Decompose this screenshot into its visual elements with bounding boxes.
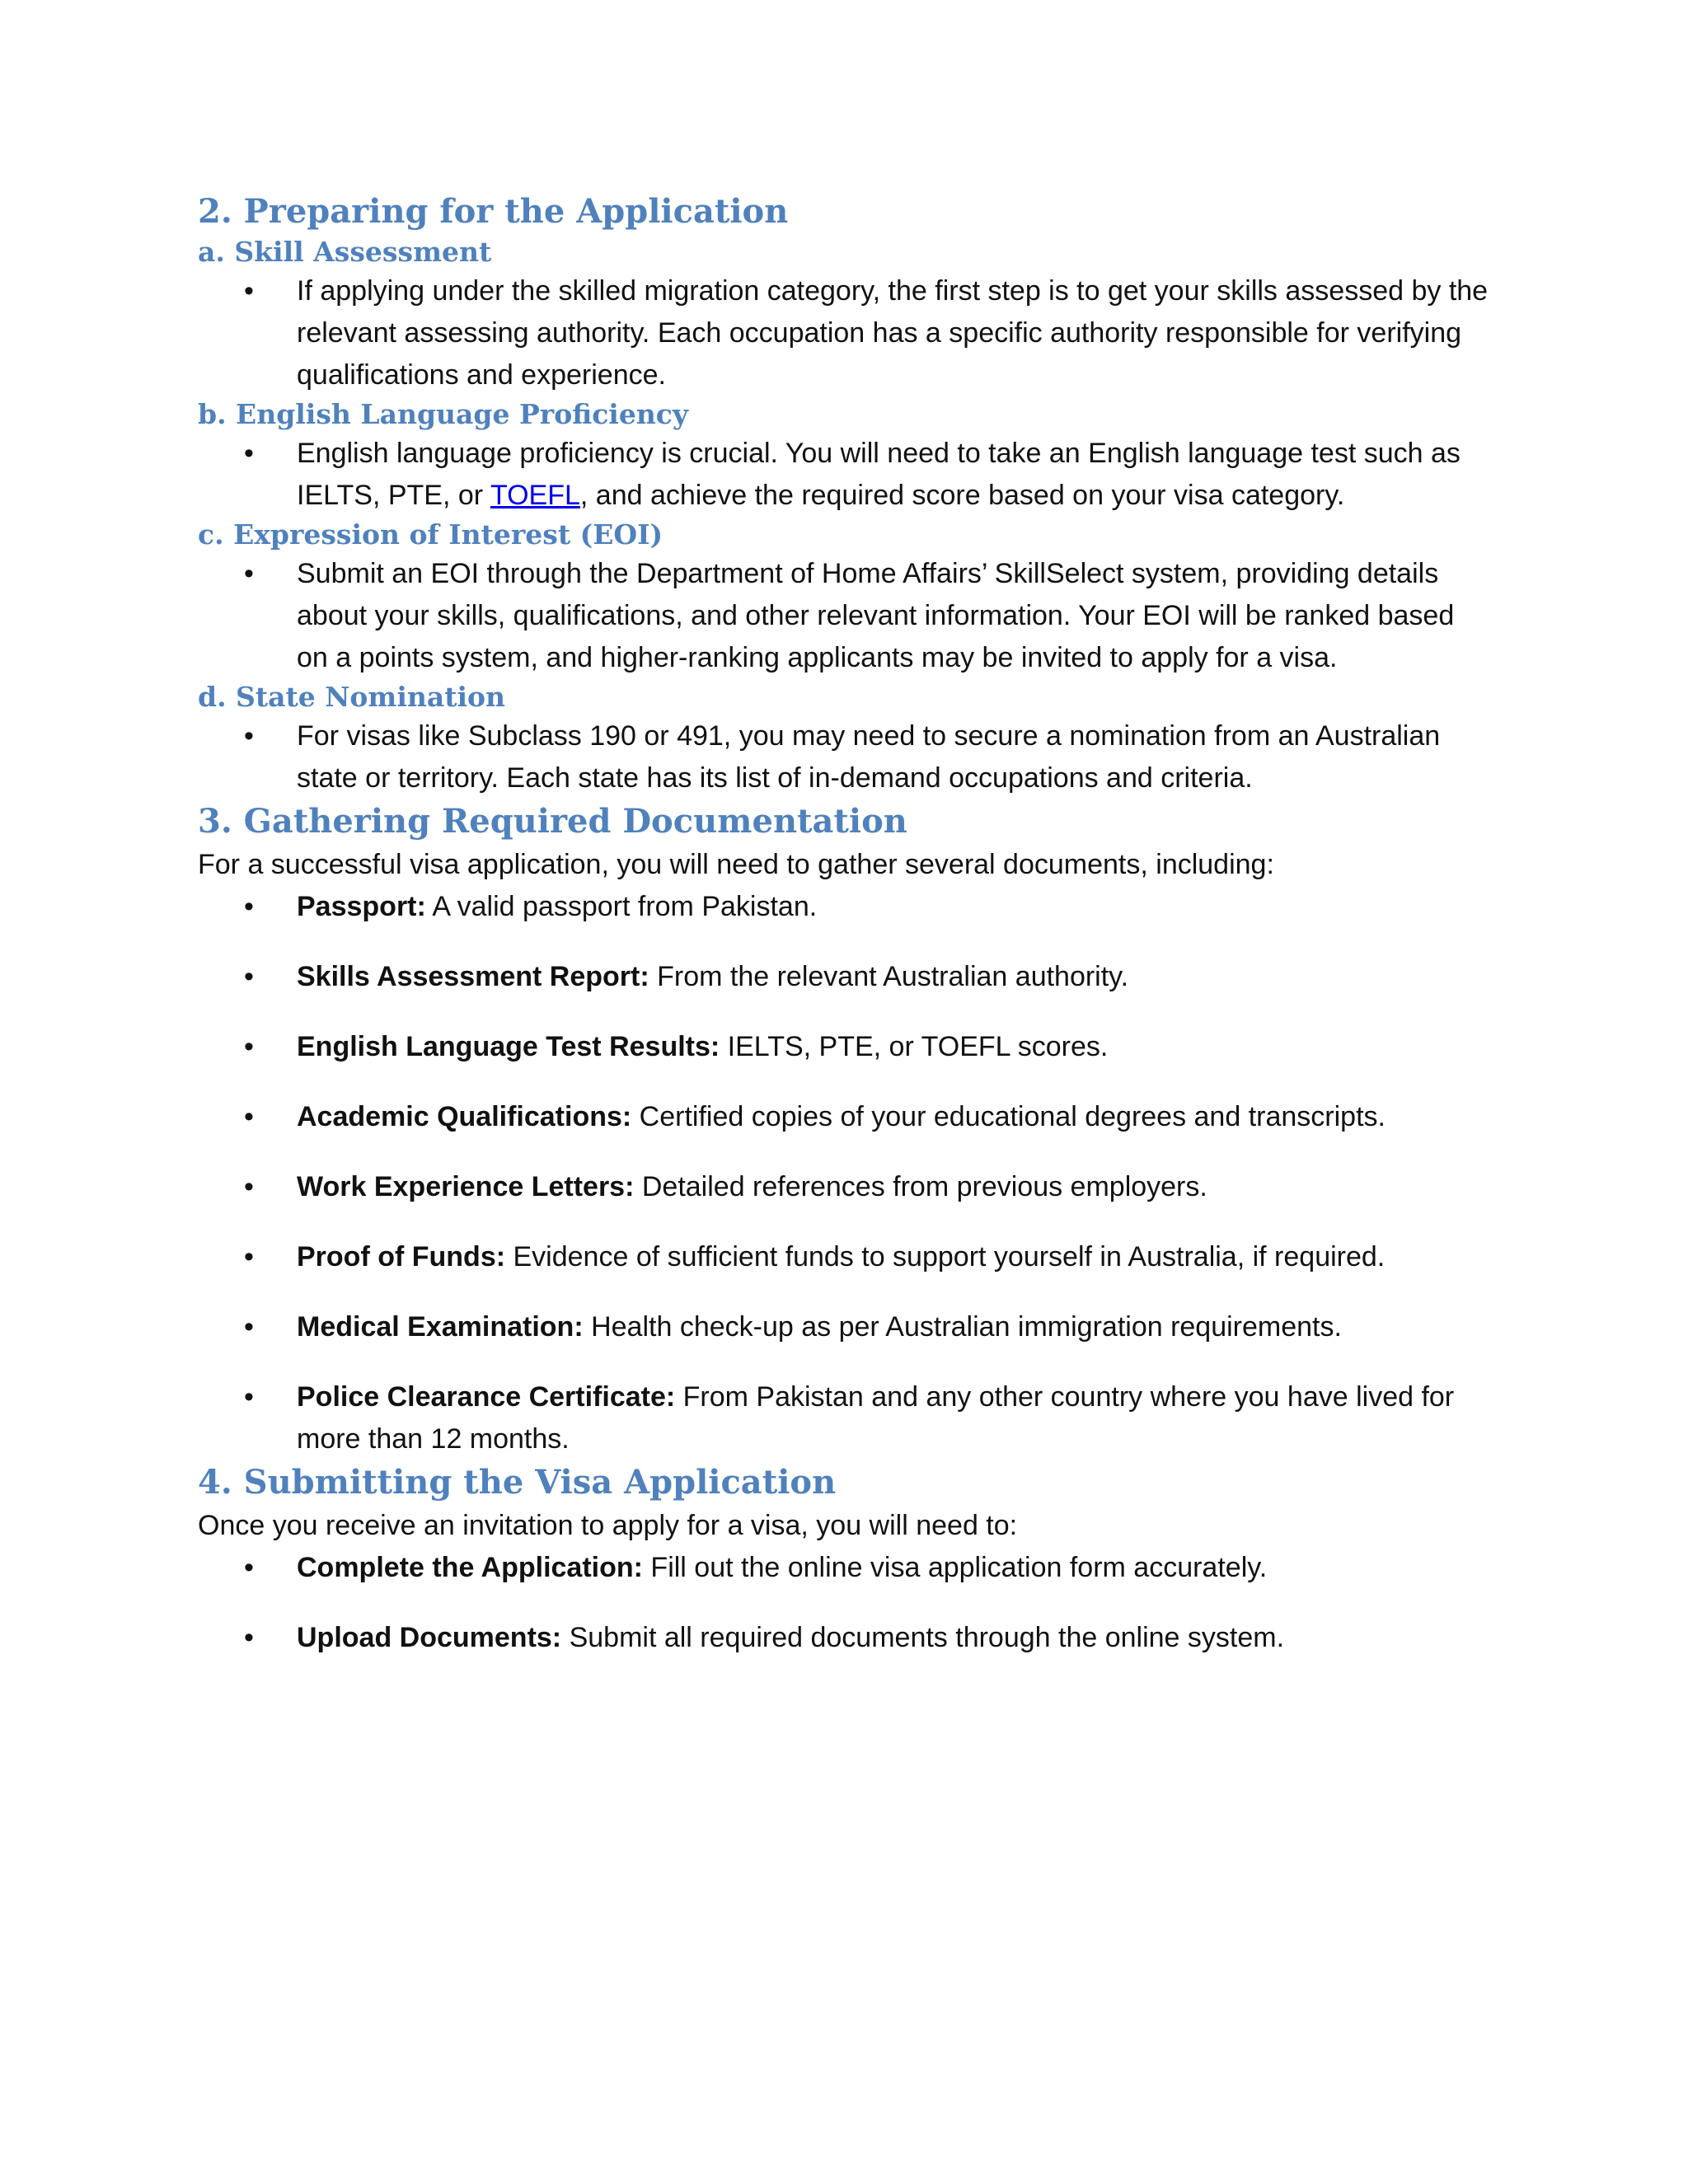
- list-item: • Police Clearance Certificate: From Pakistan and any other country where you have lived for more than 12 months.: [198, 1376, 1490, 1460]
- list-item: • English language proficiency is crucial. You will need to take an English language test such as IELTS, PTE, or TOEFL, and achieve the required score based on your visa category.: [198, 433, 1490, 517]
- bullet-icon: •: [244, 275, 254, 307]
- bullet-icon: •: [244, 1101, 254, 1132]
- bullet-icon: •: [244, 720, 254, 752]
- bullet-icon: •: [244, 1311, 254, 1343]
- eoi-list: [198, 553, 1490, 679]
- list-item: • Academic Qualifications: Certified copies of your educational degrees and transcripts.: [198, 1096, 1490, 1138]
- state-nomination-list: [198, 715, 1490, 799]
- section-heading-submitting: 4. Submitting the Visa Application: [198, 1463, 837, 1502]
- bullet-icon: •: [244, 1171, 254, 1202]
- bullet-icon: •: [244, 1552, 254, 1583]
- list-item: • Complete the Application: Fill out the online visa application form accurately.: [198, 1547, 1490, 1589]
- bullet-icon: •: [244, 1381, 254, 1413]
- documentation-list: [198, 886, 1490, 1460]
- bullet-icon: •: [244, 1031, 254, 1062]
- list-item: • Medical Examination: Health check-up as per Australian immigration requirements.: [198, 1306, 1490, 1348]
- subheading-eoi: c. Expression of Interest (EOI): [198, 518, 663, 551]
- section-heading-preparing: 2. Preparing for the Application: [198, 192, 789, 231]
- bullet-icon: •: [244, 1622, 254, 1653]
- section-heading-documentation: 3. Gathering Required Documentation: [198, 802, 907, 841]
- english-proficiency-list: [198, 433, 1490, 517]
- bullet-icon: •: [244, 558, 254, 589]
- list-item: • Passport: A valid passport from Pakistan.: [198, 886, 1490, 928]
- list-item: • Work Experience Letters: Detailed references from previous employers.: [198, 1166, 1490, 1208]
- bullet-icon: •: [244, 891, 254, 922]
- list-item: • Skills Assessment Report: From the relevant Australian authority.: [198, 956, 1490, 998]
- list-item: • Proof of Funds: Evidence of sufficient funds to support yourself in Australia, if required.: [198, 1236, 1490, 1278]
- bullet-icon: •: [244, 961, 254, 992]
- submitting-intro: Once you receive an invitation to apply for a visa, you will need to:: [198, 1510, 1018, 1541]
- submitting-list: [198, 1547, 1490, 1659]
- toefl-link[interactable]: TOEFL: [490, 480, 580, 511]
- subheading-english-proficiency: b. English Language Proficiency: [198, 398, 689, 430]
- skill-assessment-list: [198, 270, 1490, 396]
- list-item: • English Language Test Results: IELTS, PTE, or TOEFL scores.: [198, 1026, 1490, 1068]
- subheading-skill-assessment: a. Skill Assessment: [198, 236, 492, 268]
- list-item: • For visas like Subclass 190 or 491, you may need to secure a nomination from an Australian state or territory. Each state has its list of in-demand occupations and criteria.: [198, 715, 1490, 799]
- list-item: • If applying under the skilled migration category, the first step is to get your skills assessed by the relevant assessing authority. Each occupation has a specific authority responsible for verifying qualifications and experience.: [198, 270, 1490, 396]
- bullet-icon: •: [244, 1241, 254, 1272]
- bullet-icon: •: [244, 438, 254, 469]
- documentation-intro: For a successful visa application, you will need to gather several documents, including:: [198, 849, 1274, 880]
- subheading-state-nomination: d. State Nomination: [198, 681, 506, 713]
- list-item: • Submit an EOI through the Department of Home Affairs’ SkillSelect system, providing details about your skills, qualifications, and other relevant information. Your EOI will be ranked based on a points system, and higher-ranking applicants may be invited to apply for a visa.: [198, 553, 1490, 679]
- list-item: • Upload Documents: Submit all required documents through the online system.: [198, 1617, 1490, 1659]
